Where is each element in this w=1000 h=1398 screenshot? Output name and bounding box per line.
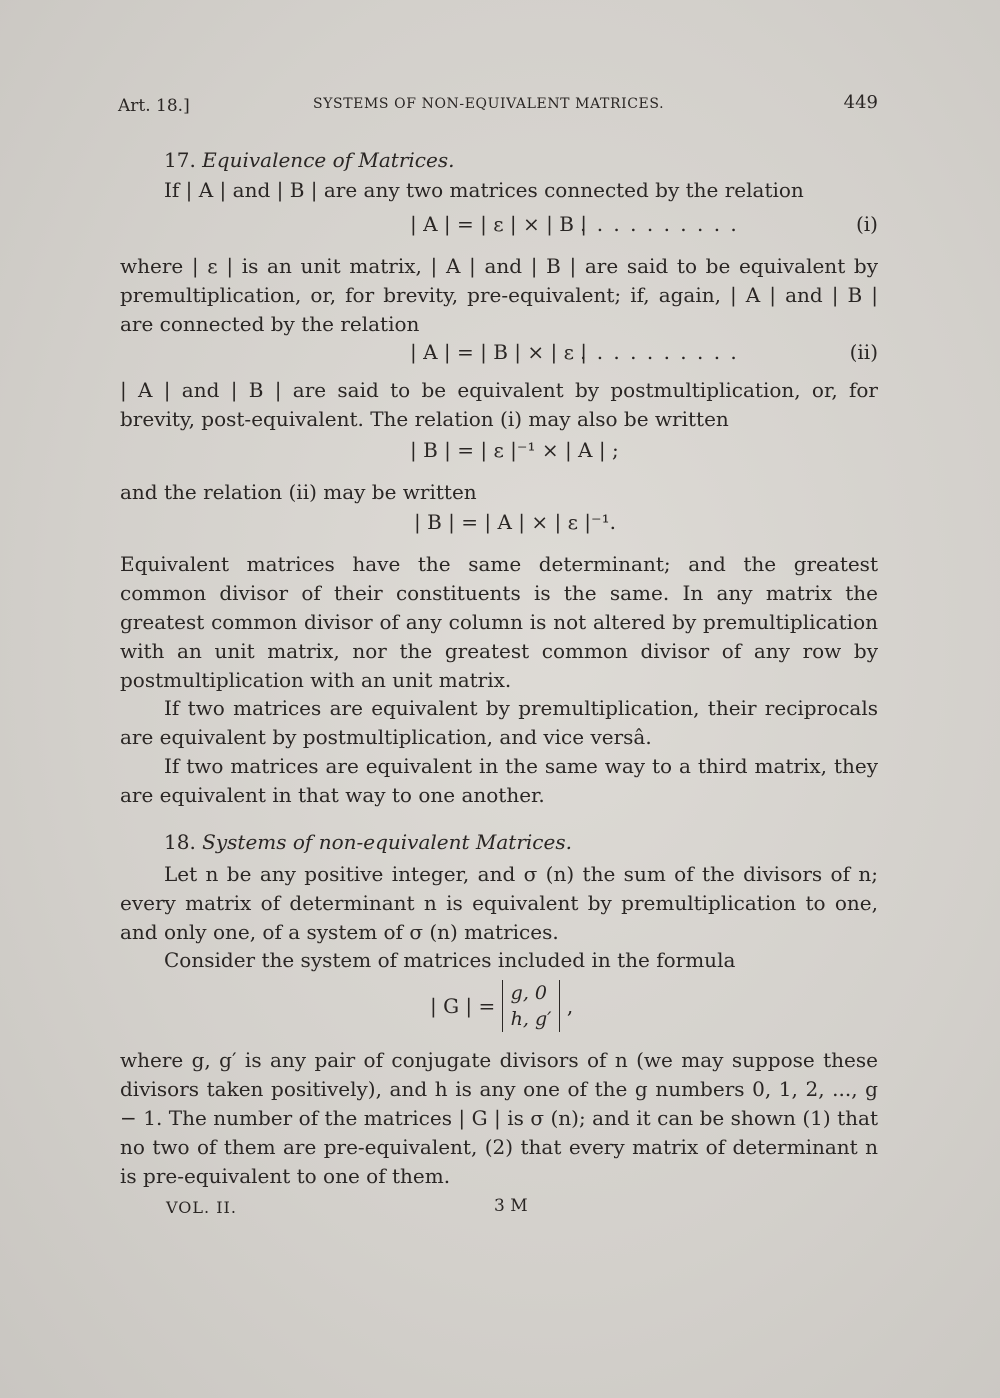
matrix-g-formula bbox=[430, 980, 573, 1032]
matrix-g-tail: , bbox=[566, 994, 574, 1018]
section-18-paragraph-3: where g, g′ is any pair of conjugate divisors of n (we may suppose these divisors taken positively), and h is any one of the g numbers 0, 1, 2, ..., g − 1. The number of the matrices | G | is σ (n); and it can be shown (1) that no two of them are pre-equivalent, (2) that every matrix of determinant n is pre-equivalent to one of them. bbox=[120, 1048, 878, 1188]
section-17-paragraph-1: If | A | and | B | are any two matrices connected by the relation bbox=[164, 178, 804, 202]
equation-i-leader: . . . . . . . . . . bbox=[580, 212, 739, 236]
section-17-paragraph-2: where | ε | is an unit matrix, | A | and | B | are said to be equivalent by premultiplication, or, for brevity, pre-equivalent; if, again, | A | and | B | are connected by the relation bbox=[120, 254, 878, 336]
matrix-g-row-2: h, g′ bbox=[510, 1008, 552, 1030]
page-number: 449 bbox=[843, 92, 878, 113]
section-18-number: 18. bbox=[164, 830, 196, 854]
running-header bbox=[118, 92, 878, 124]
section-17-heading bbox=[164, 148, 454, 172]
volume-mark: VOL. II. bbox=[166, 1198, 237, 1217]
article-reference: Art. 18.] bbox=[118, 96, 190, 116]
equation-i bbox=[410, 212, 878, 236]
matrix-g-lhs: | G | = bbox=[430, 994, 496, 1018]
matrix-g-body bbox=[502, 980, 561, 1032]
equation-i-label: (i) bbox=[855, 212, 878, 236]
section-17-number: 17. bbox=[164, 148, 196, 172]
section-17-title: Equivalence of Matrices. bbox=[202, 148, 455, 172]
section-18-paragraph-1: Let n be any positive integer, and σ (n) the sum of the divisors of n; every matrix of determinant n is equivalent by premultiplication to one, and only one, of a system of σ (n) matrices. bbox=[120, 862, 878, 944]
section-17-paragraph-3: | A | and | B | are said to be equivalent by postmultiplication, or, for brevity, post-equivalent. The relation (i) may also be written bbox=[120, 378, 878, 431]
matrix-g-row-1: g, 0 bbox=[510, 982, 547, 1004]
equation-ii-body: | A | = | B | × | ε | bbox=[410, 340, 588, 364]
equation-ii-leader: . . . . . . . . . . bbox=[580, 340, 739, 364]
equation-inverse-ii: | B | = | A | × | ε |⁻¹. bbox=[414, 510, 616, 534]
section-18-title: Systems of non-equivalent Matrices. bbox=[202, 830, 572, 854]
equation-inverse-i: | B | = | ε |⁻¹ × | A | ; bbox=[410, 438, 619, 462]
signature-mark: 3 M bbox=[494, 1196, 528, 1216]
section-17-paragraph-6: If two matrices are equivalent by premultiplication, their reciprocals are equivalent by postmultiplication, and vice versâ. bbox=[120, 696, 878, 749]
equation-ii bbox=[410, 340, 878, 364]
section-18-paragraph-2: Consider the system of matrices included in the formula bbox=[164, 948, 736, 972]
equation-ii-label: (ii) bbox=[849, 340, 878, 364]
running-title: SYSTEMS OF NON-EQUIVALENT MATRICES. bbox=[313, 96, 665, 112]
equation-i-body: | A | = | ε | × | B | bbox=[410, 212, 588, 236]
section-17-paragraph-5: Equivalent matrices have the same determinant; and the greatest common divisor of their constituents is the same. In any matrix the greatest common divisor of any column is not altered by premultiplication with an unit matrix, nor the greatest common divisor of any row by postmultiplication with an unit matrix. bbox=[120, 552, 878, 692]
section-17-paragraph-7: If two matrices are equivalent in the same way to a third matrix, they are equivalent in that way to one another. bbox=[120, 754, 878, 807]
section-17-paragraph-4: and the relation (ii) may be written bbox=[120, 480, 477, 504]
section-18-heading bbox=[164, 830, 572, 854]
